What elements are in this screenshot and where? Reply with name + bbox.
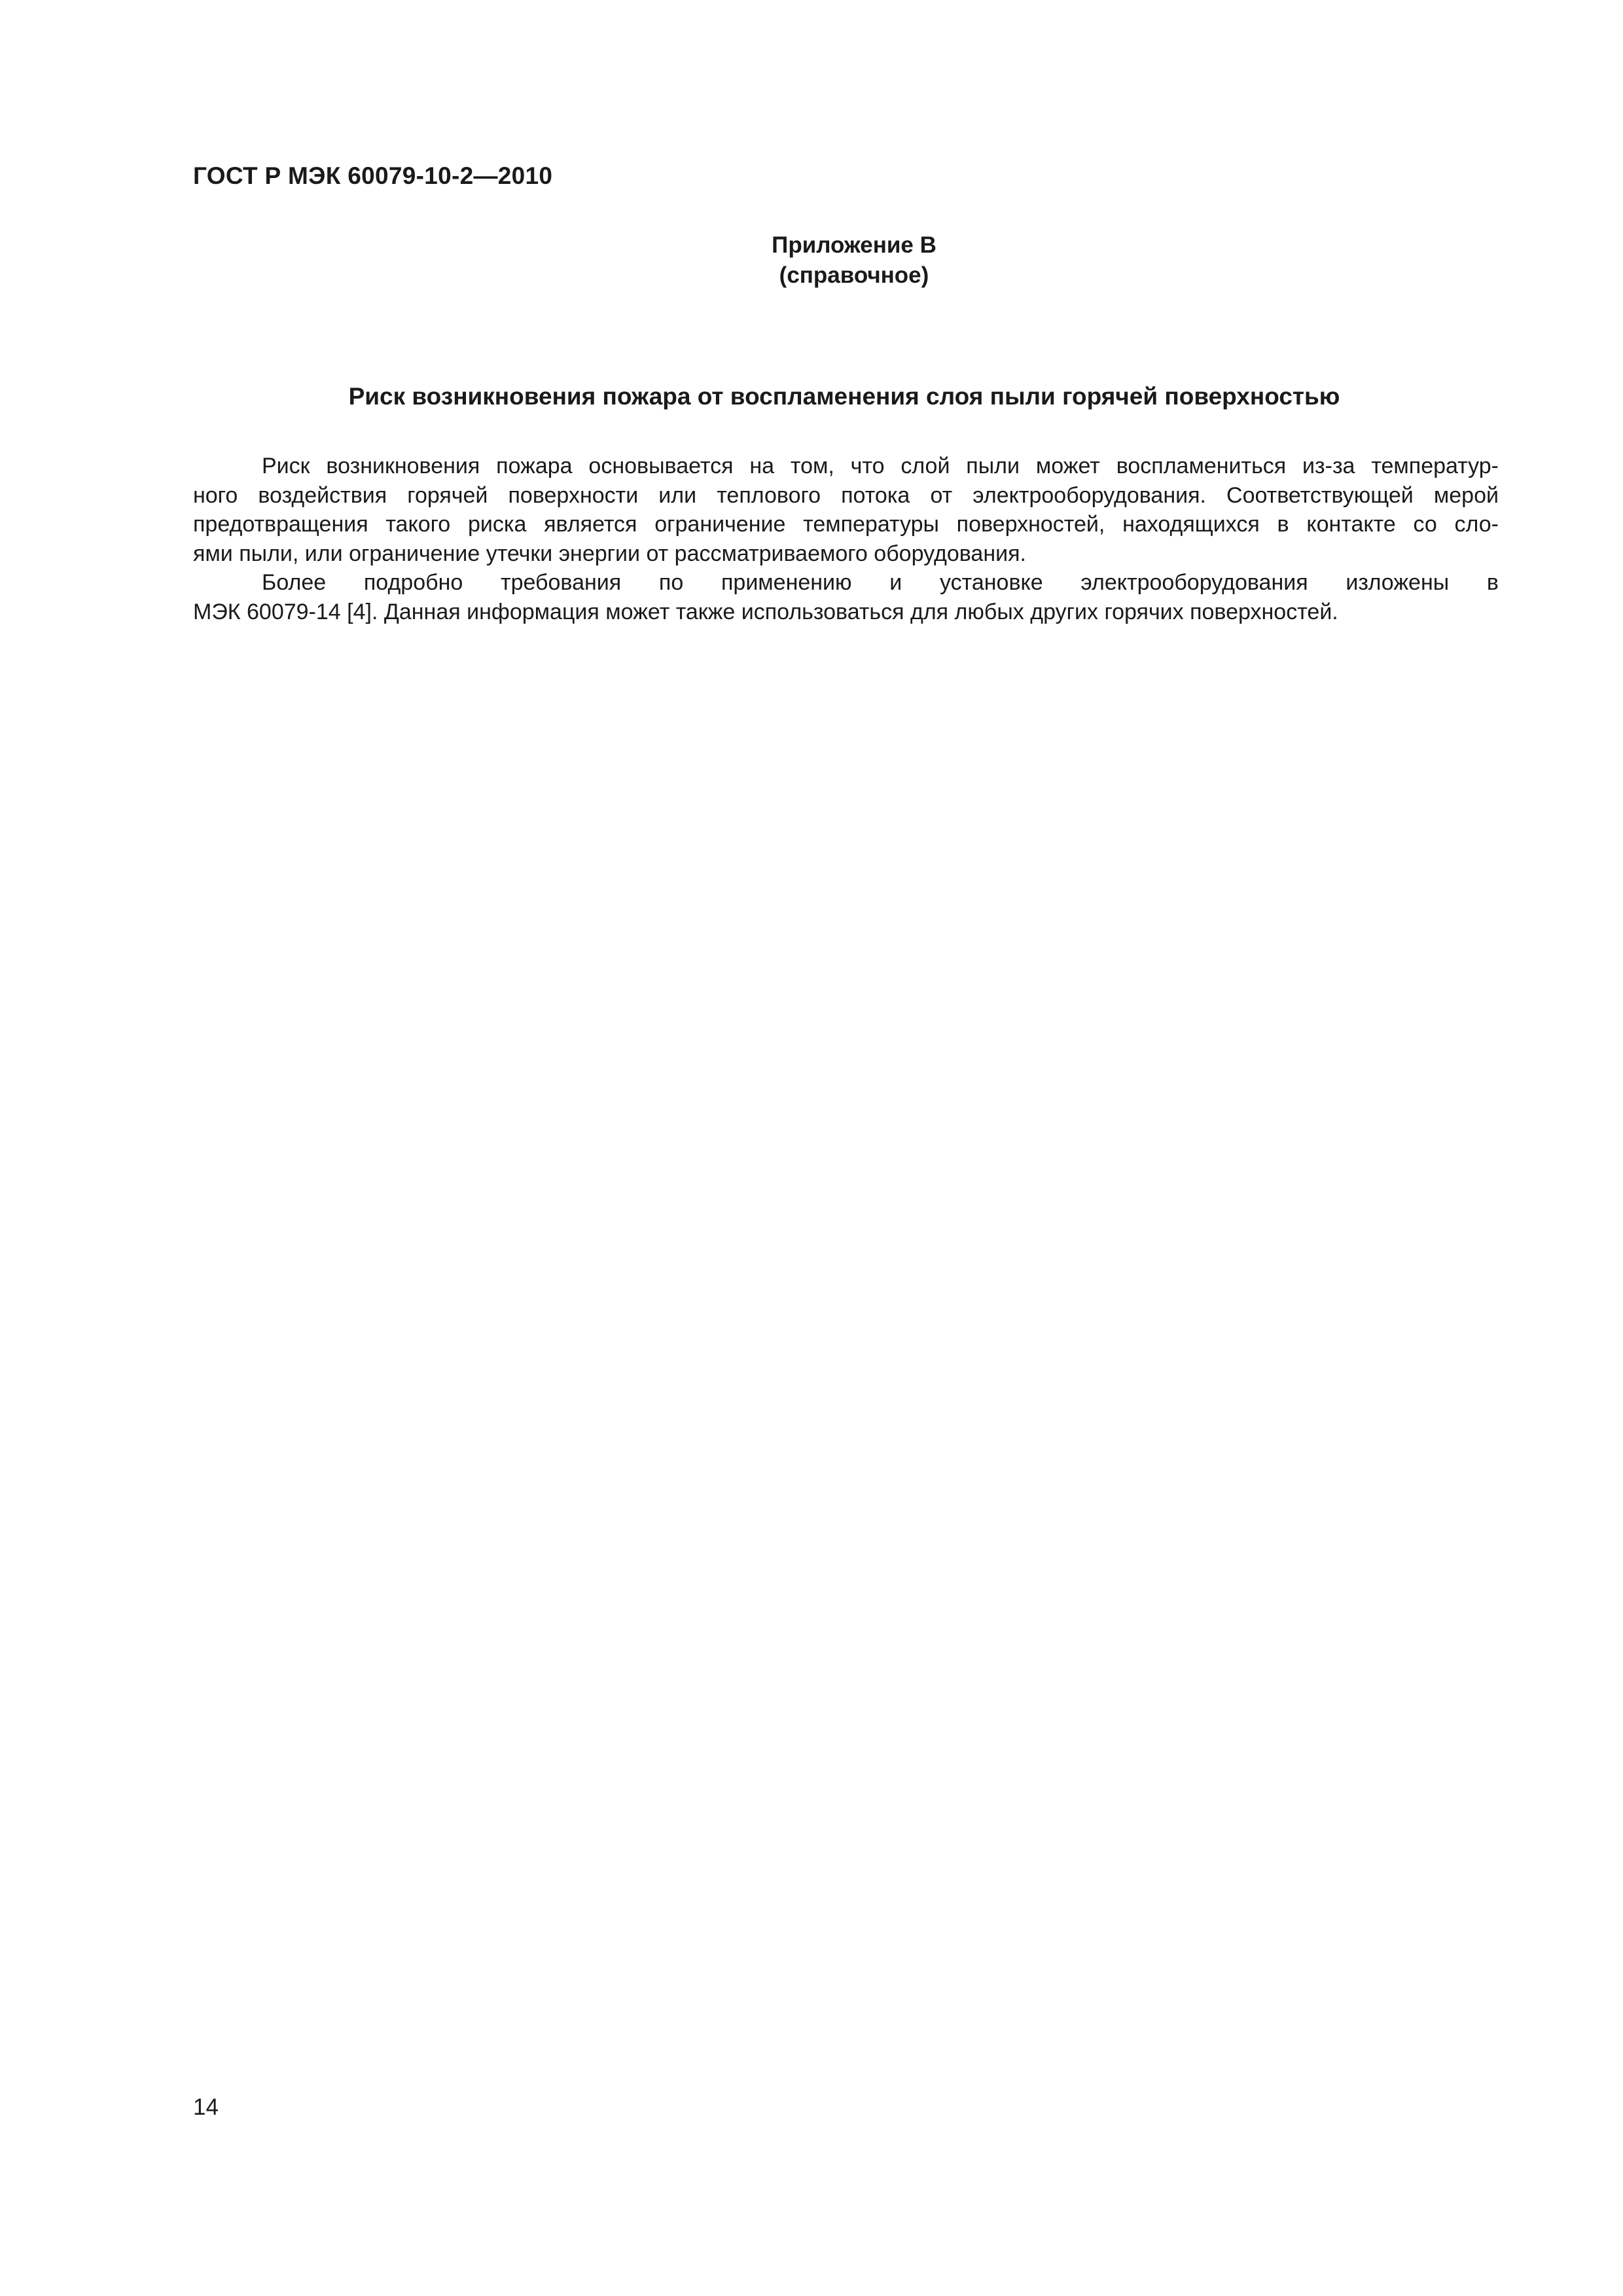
paragraph-2 bbox=[193, 568, 1499, 626]
paragraph-1 bbox=[193, 452, 1499, 568]
paragraph-2-line: МЭК 60079-14 [4]. Данная информация может также использоваться для любых других горячих поверхностей. bbox=[193, 599, 1338, 624]
annex-kind: (справочное) bbox=[779, 262, 929, 288]
body-text bbox=[193, 452, 1499, 626]
paragraph-1-line: Риск возникновения пожара основывается на том, что слой пыли может воспламениться из-за температур- bbox=[262, 454, 1499, 478]
paragraph-2-line: Более подробно требования по применению и установке электрооборудования изложены в bbox=[262, 570, 1499, 595]
paragraph-1-line: предотвращения такого риска является ограничение температуры поверхностей, находящихся в контакте со сло- bbox=[193, 512, 1499, 537]
annex-title: Приложение В bbox=[772, 232, 936, 258]
paragraph-1-line: ного воздействия горячей поверхности или теплового потока от электрооборудования. Соответствующей мерой bbox=[193, 482, 1499, 508]
paragraph-1-line: ями пыли, или ограничение утечки энергии от рассматриваемого оборудования. bbox=[193, 541, 1026, 566]
page-number: 14 bbox=[193, 2094, 219, 2120]
document-code: ГОСТ Р МЭК 60079-10-2—2010 bbox=[193, 162, 553, 189]
annex-heading bbox=[713, 230, 995, 291]
section-title: Риск возникновения пожара от воспламенения слоя пыли горячей поверхностью bbox=[348, 383, 1340, 410]
